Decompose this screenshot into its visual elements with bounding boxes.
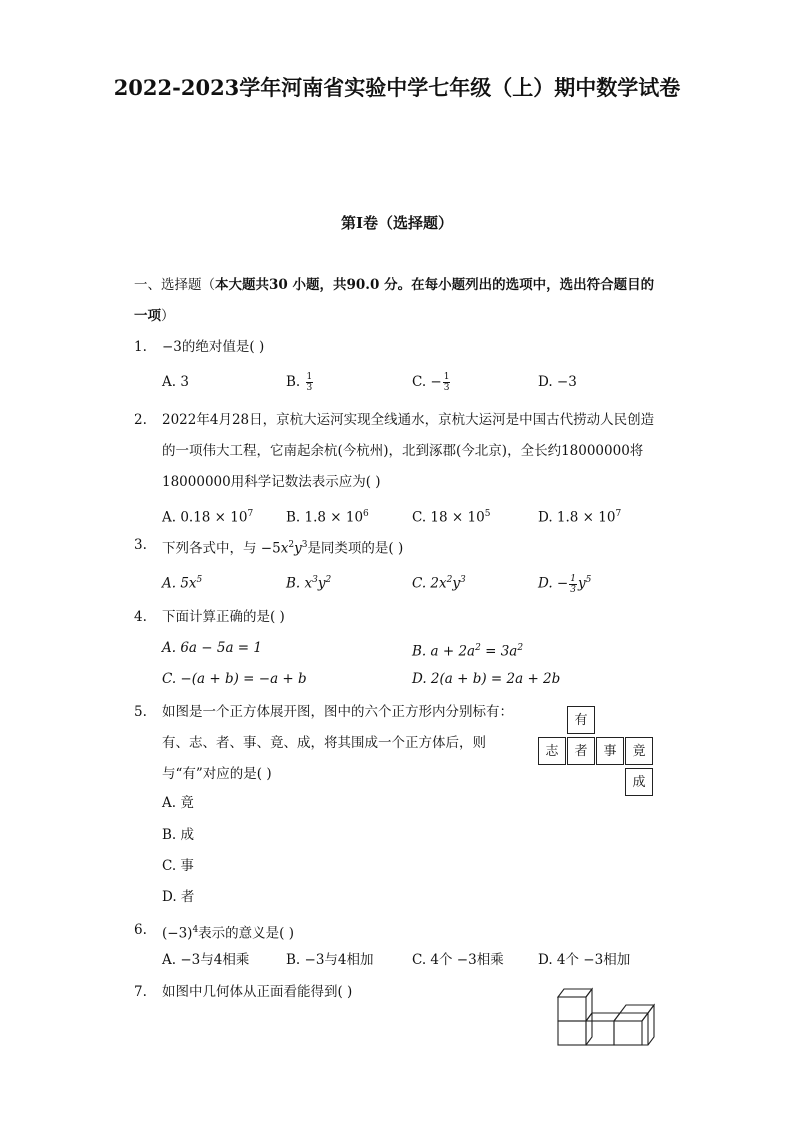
question-number: 7. <box>134 984 147 1000</box>
exponent: 7 <box>247 509 254 519</box>
question-number: 6. <box>134 922 147 938</box>
section-desc-bold: 本大题共30 小题，共90.0 分。在每小题列出的选项中，选出符合题目的一项 <box>134 277 655 324</box>
q5-option-b: B. 成 <box>162 827 195 843</box>
q1-option-d: D. −3 <box>538 374 577 390</box>
question-number: 3. <box>134 537 147 553</box>
cubes-geometry-figure <box>556 985 666 1049</box>
document-title: 2022-2023学年河南省实验中学七年级（上）期中数学试卷 <box>113 75 681 100</box>
exponent: 7 <box>615 509 622 519</box>
net-cell-shi: 事 <box>596 737 624 765</box>
q5-option-d: D. 者 <box>162 889 195 905</box>
question-number: 5. <box>134 704 147 720</box>
question-number: 2. <box>134 412 147 428</box>
q1-option-b <box>286 370 314 394</box>
question-text: $(-3)^4$表示的意义是( ) <box>162 925 294 942</box>
q4-option-b: B. $a + 2a^2 = 3a^2$ <box>412 643 524 660</box>
question-text: 下面计算正确的是( ) <box>162 609 285 625</box>
q2-option-c <box>412 502 490 530</box>
question-text: 2022年4月28日，京杭大运河实现全线通水，京杭大运河是中国古代捞动人民创造的一项伟大工程，它南起余杭(今杭州)，北到涿郡(今北京)，全长约18000000将18000000用科学记数法表示应为( ) <box>162 412 655 490</box>
q3-option-b: B. $x^3y^2$ <box>286 575 332 592</box>
q3-option-d: D. − $\frac{1}{3}$ $y^5$ <box>538 573 592 595</box>
exponent: 6 <box>363 509 369 519</box>
section-desc-tail: ） <box>161 308 175 324</box>
q6-option-a: A. −3与4相乘 <box>162 952 250 968</box>
q4-option-c: C. −(a + b) = −a + b <box>162 671 307 687</box>
question-text: 如图是一个正方体展开图，图中的六个正方形内分别标有：有、志、者、事、竟、成，将其围成一个正方体后，则与“有”对应的是( ) <box>162 704 513 782</box>
question-text: −3的绝对值是( ) <box>162 339 265 355</box>
q6-option-c: C. 4个 −3相乘 <box>412 952 504 968</box>
net-cell-you: 有 <box>567 706 595 734</box>
cube-net-figure <box>538 706 658 800</box>
option-label: A. 0.18 × 10 <box>162 509 248 526</box>
fraction: $\frac{1}{3}$ <box>570 573 576 595</box>
option-label: C. − <box>412 374 442 390</box>
q5-option-a: A. 竟 <box>162 795 194 811</box>
option-label: D. 1.8 × 10 <box>538 509 616 526</box>
q3-option-c: C. $2x^2y^3$ <box>412 575 466 592</box>
section-description <box>134 270 666 332</box>
net-cell-jing: 竟 <box>625 737 653 765</box>
q6-option-d: D. 4个 −3相加 <box>538 952 631 968</box>
q1-option-c <box>412 370 451 394</box>
net-cell-zhi: 志 <box>538 737 566 765</box>
exponent: 5 <box>484 509 491 519</box>
net-cell-zhe: 者 <box>567 737 595 765</box>
q2-option-b <box>286 502 369 530</box>
question-text: 如图中几何体从正面看能得到( ) <box>162 984 353 1000</box>
q4-option-d: D. 2(a + b) = 2a + 2b <box>412 671 561 687</box>
q1-option-a: A. 3 <box>162 374 189 390</box>
fraction: $\frac{1}{3}$ <box>443 372 450 393</box>
section-title: 第I卷（选择题） <box>340 214 454 232</box>
q5-option-c: C. 事 <box>162 858 194 874</box>
option-label: B. 1.8 × 10 <box>286 509 364 526</box>
q2-option-a <box>162 502 253 530</box>
fraction: $\frac{1}{3}$ <box>306 372 313 393</box>
net-cell-cheng: 成 <box>625 768 653 796</box>
question-text: 下列各式中，与 $-5x^2y^3$是同类项的是( ) <box>162 540 404 557</box>
q6-option-b: B. −3与4相加 <box>286 952 374 968</box>
q4-option-a: A. 6a − 5a = 1 <box>162 640 262 656</box>
option-label: B. <box>286 374 301 390</box>
question-number: 1. <box>134 339 147 355</box>
option-label: C. 18 × 10 <box>412 509 485 526</box>
q3-option-a: A. $5x^5$ <box>162 575 203 592</box>
q2-option-d <box>538 502 621 530</box>
section-desc-lead: 一、选择题（ <box>134 277 215 293</box>
question-number: 4. <box>134 609 147 625</box>
